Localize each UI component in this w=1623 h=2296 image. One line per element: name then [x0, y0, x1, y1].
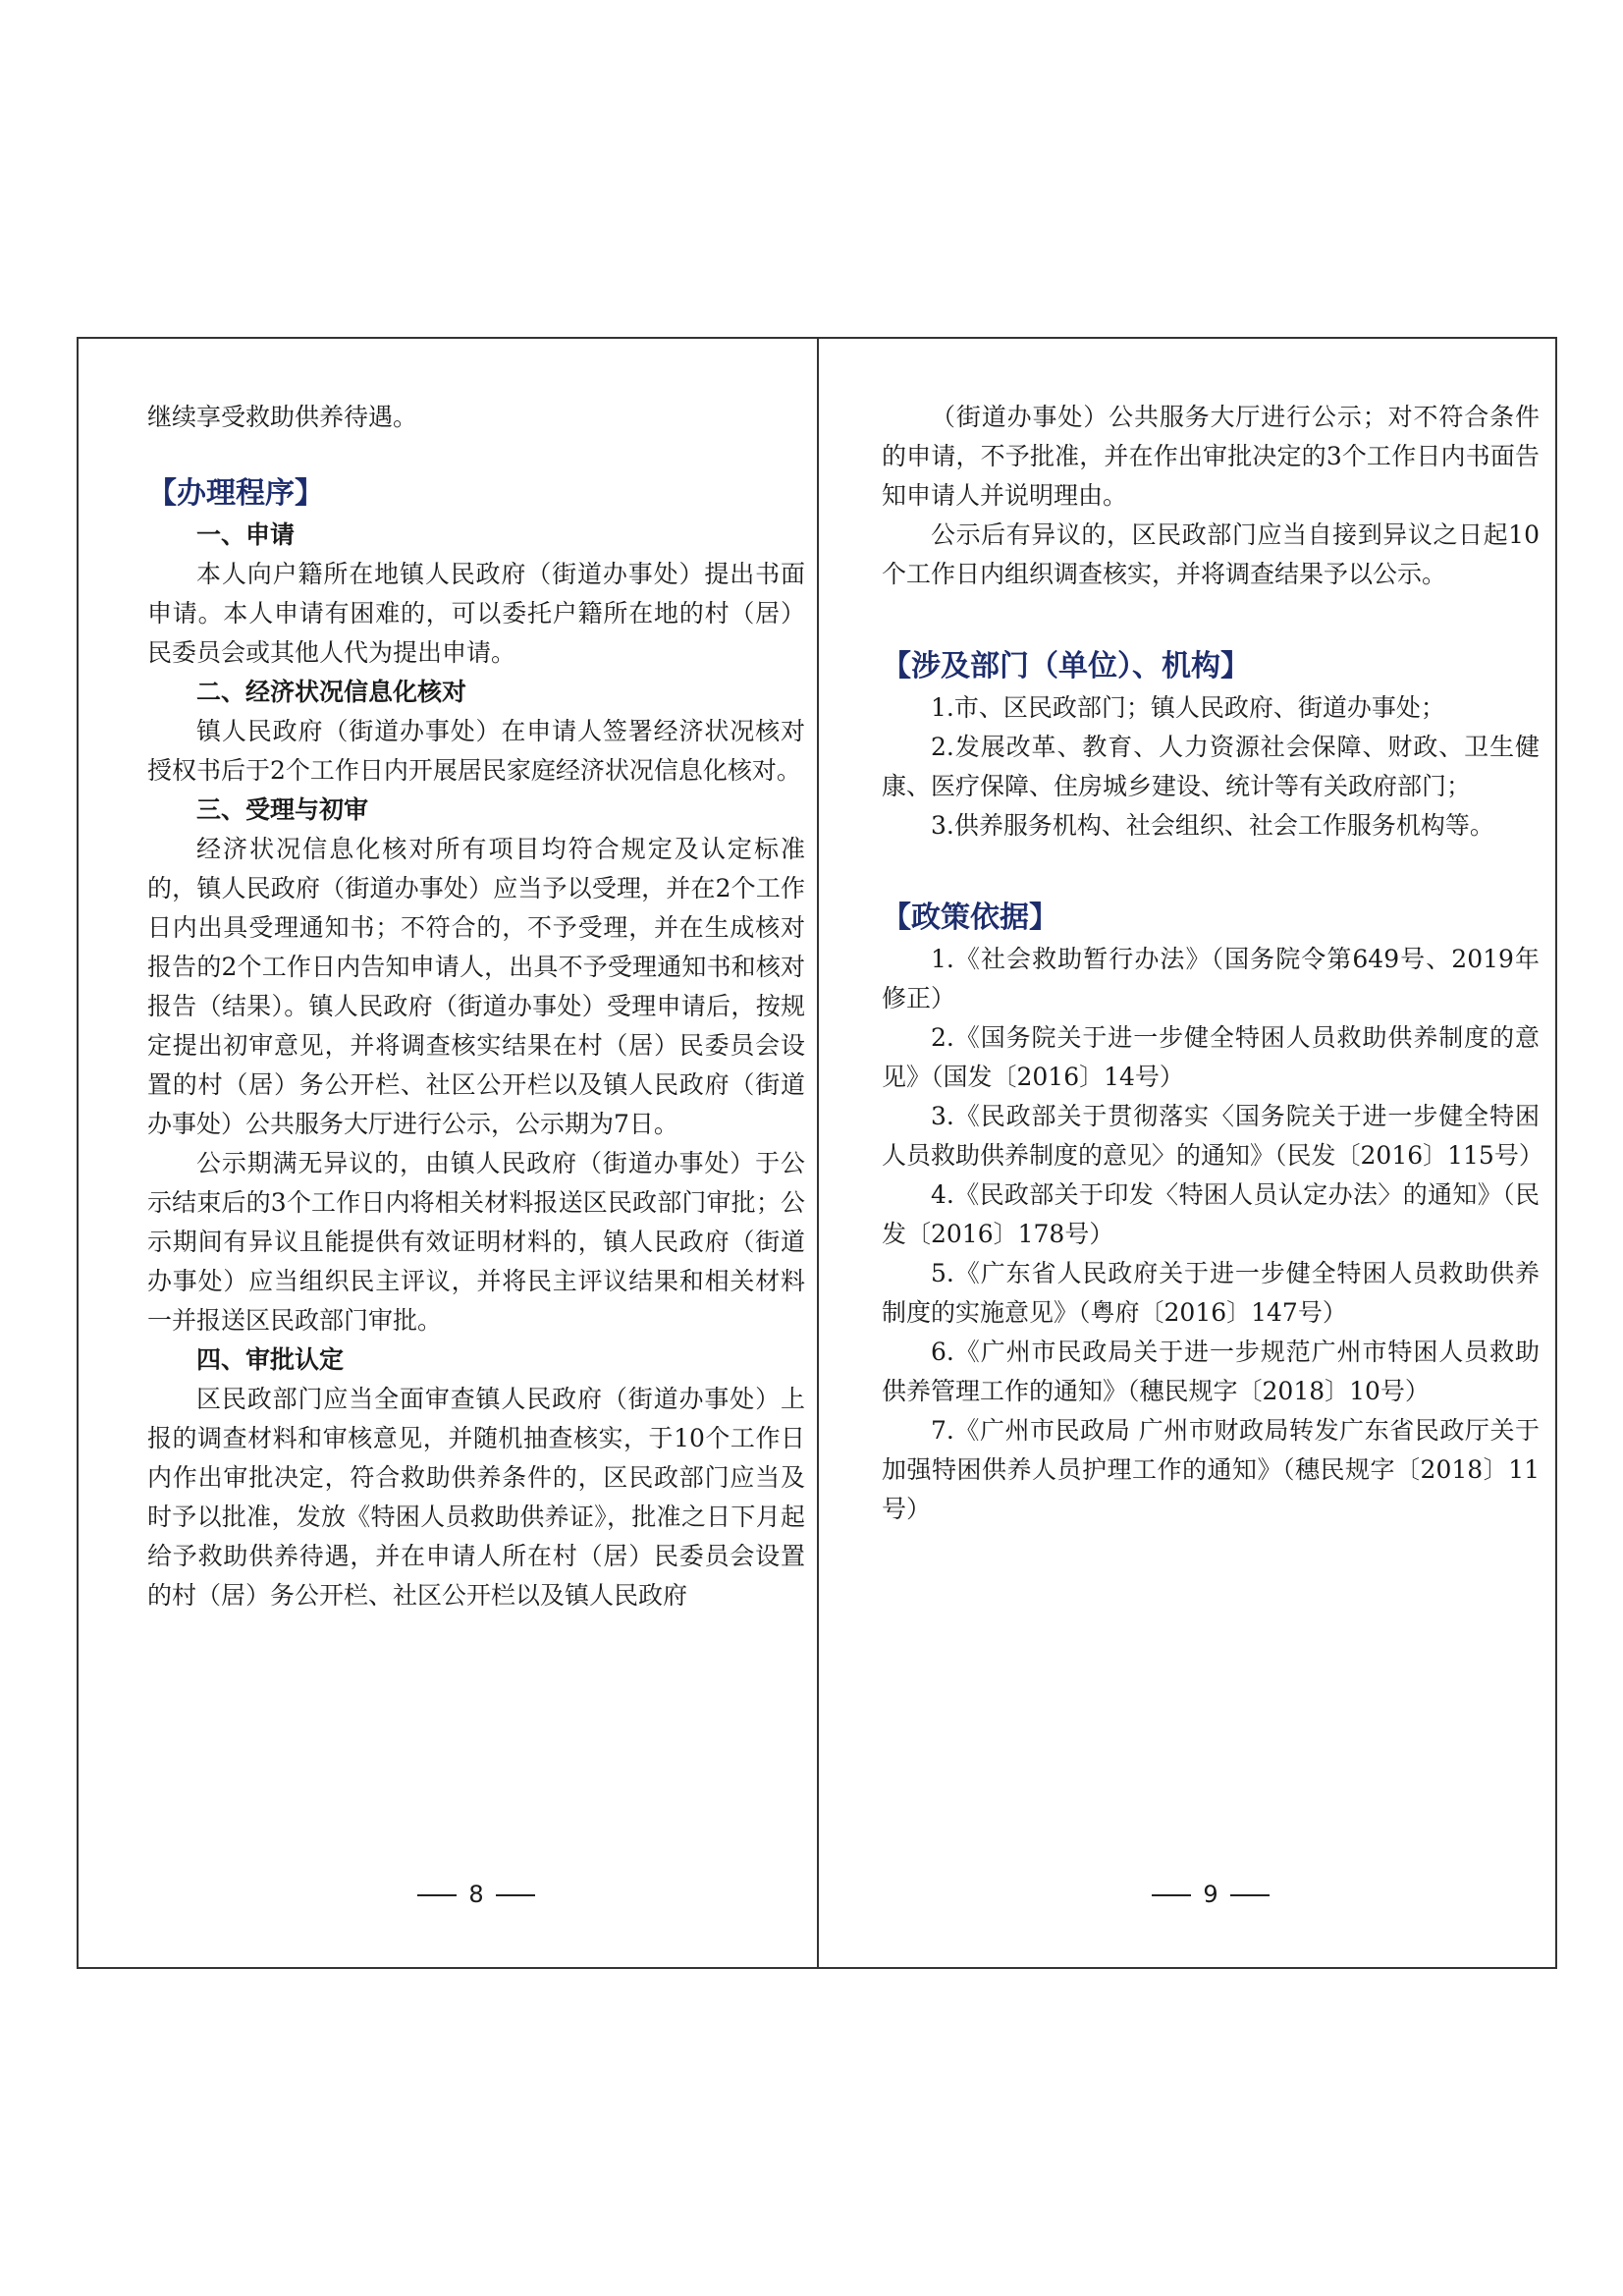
step-paragraph: 公示期满无异议的，由镇人民政府（街道办事处）于公示结束后的3个工作日内将相关材料报送区民政部门审批；公示期间有异议且能提供有效证明材料的，镇人民政府（街道办事处）应当组织民主评议，并将民主评议结果和相关材料一并报送区民政部门审批。 [147, 1149, 805, 1335]
booklet-spread [77, 337, 1557, 1969]
objection-paragraph: 公示后有异议的，区民政部门应当自接到异议之日起10个工作日内组织调查核实，并将调查结果予以公示。 [882, 520, 1540, 588]
continuation-text: 继续享受救助供养待遇。 [147, 403, 418, 431]
step-paragraph: 经济状况信息化核对所有项目均符合规定及认定标准的，镇人民政府（街道办事处）应当予以受理，并在2个工作日内出具受理通知书；不符合的，不予受理，并在生成核对报告的2个工作日内告知申请人，出具不予受理通知书和核对报告（结果）。镇人民政府（街道办事处）受理申请后，按规定提出初审意见，并将调查核实结果在村（居）民委员会设置的村（居）务公开栏、社区公开栏以及镇人民政府（街道办事处）公共服务大厅进行公示，公示期为7日。 [147, 835, 805, 1138]
department-item: 1.市、区民政部门；镇人民政府、街道办事处； [931, 693, 1445, 722]
section-title-policy: 【政策依据】 [882, 901, 1058, 935]
section-title-procedure: 【办理程序】 [147, 476, 324, 511]
step-paragraph: 区民政部门应当全面审查镇人民政府（街道办事处）上报的调查材料和审核意见，并随机抽查核实，于10个工作日内作出审批决定，符合救助供养条件的，区民政部门应当及时予以批准，发放《特困人员救助供养证》，批准之日下月起给予救助供养待遇，并在申请人所在村（居）民委员会设置的村（居）务公开栏、社区公开栏以及镇人民政府 [147, 1385, 805, 1610]
policy-item: 4.《民政部关于印发〈特困人员认定办法〉的通知》（民发〔2016〕178号） [882, 1180, 1540, 1248]
policy-item: 7.《广州市民政局 广州市财政局转发广东省民政厅关于加强特困供养人员护理工作的通知》（穗民规字〔2018〕11号） [882, 1416, 1540, 1523]
step-heading: 四、审批认定 [196, 1345, 345, 1374]
page-number-value: 8 [468, 1881, 484, 1908]
page-number-value: 9 [1203, 1881, 1218, 1908]
department-item: 2.发展改革、教育、人力资源社会保障、财政、卫生健康、医疗保障、住房城乡建设、统计等有关政府部门； [882, 733, 1540, 800]
policy-item: 6.《广州市民政局关于进一步规范广州市特困人员救助供养管理工作的通知》（穗民规字〔2018〕10号） [882, 1338, 1540, 1405]
page-number-left [147, 1881, 805, 1908]
page-right [882, 339, 1543, 1967]
policy-item: 2.《国务院关于进一步健全特困人员救助供养制度的意见》（国发〔2016〕14号） [882, 1023, 1540, 1091]
step-paragraph: 本人向户籍所在地镇人民政府（街道办事处）提出书面申请。本人申请有困难的，可以委托户籍所在地的村（居）民委员会或其他人代为提出申请。 [147, 560, 805, 667]
policy-item: 3.《民政部关于贯彻落实〈国务院关于进一步健全特困人员救助供养制度的意见〉的通知》（民发〔2016〕115号） [882, 1102, 1543, 1170]
page-left [147, 339, 805, 1967]
page-divider [817, 339, 819, 1967]
policy-item: 1.《社会救助暂行办法》（国务院令第649号、2019年修正） [882, 945, 1540, 1012]
continuation-text: （街道办事处）公共服务大厅进行公示；对不符合条件的申请，不予批准，并在作出审批决定的3个工作日内书面告知申请人并说明理由。 [882, 403, 1540, 510]
page-right-content [882, 398, 1543, 1529]
page-number-right [882, 1881, 1540, 1908]
step-heading: 一、申请 [196, 520, 296, 549]
section-title-departments: 【涉及部门（单位）、机构】 [882, 649, 1250, 683]
page-left-content [147, 398, 805, 1615]
department-item: 3.供养服务机构、社会组织、社会工作服务机构等。 [931, 811, 1494, 840]
step-heading: 二、经济状况信息化核对 [196, 678, 467, 706]
step-heading: 三、受理与初审 [196, 795, 369, 824]
step-paragraph: 镇人民政府（街道办事处）在申请人签署经济状况核对授权书后于2个工作日内开展居民家庭经济状况信息化核对。 [147, 717, 805, 785]
policy-item: 5.《广东省人民政府关于进一步健全特困人员救助供养制度的实施意见》（粤府〔2016〕147号） [882, 1259, 1540, 1327]
